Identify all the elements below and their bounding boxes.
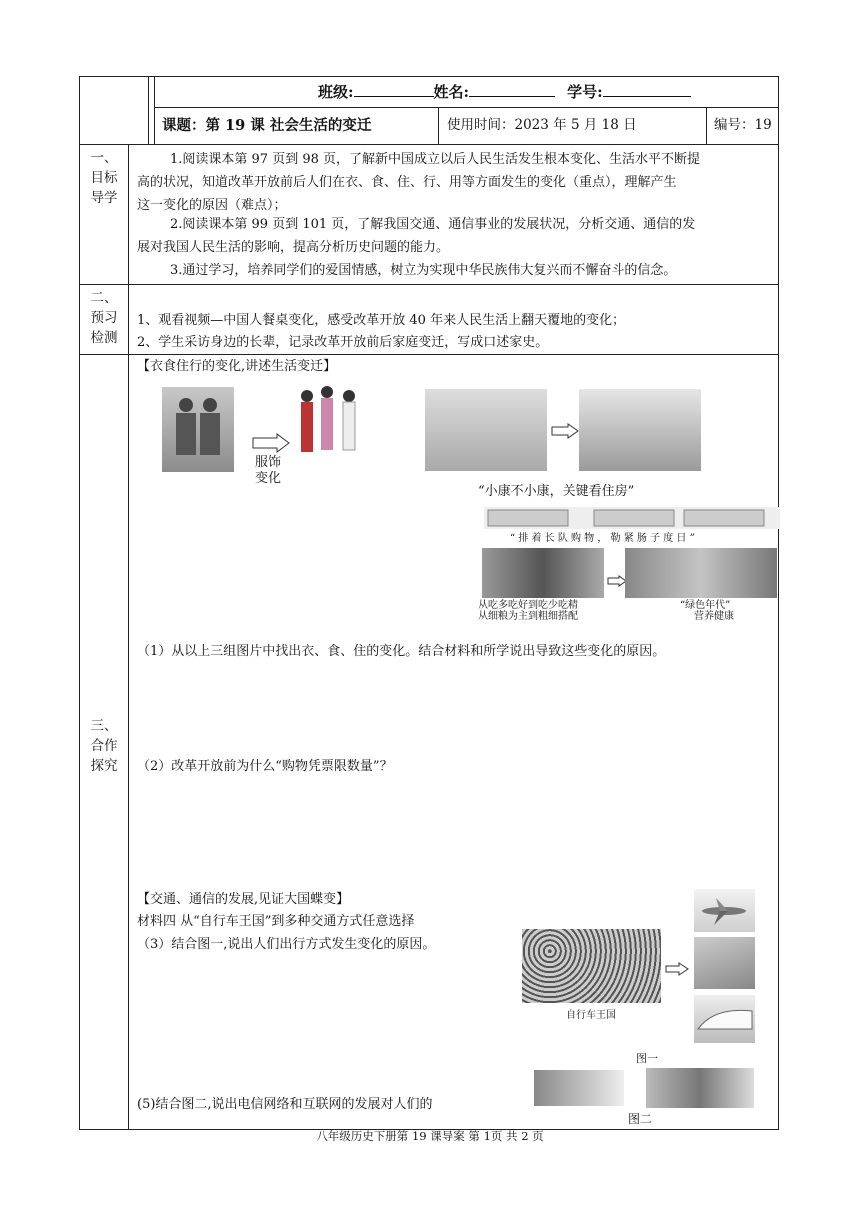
class-label: 班级:	[318, 83, 354, 101]
healthy-food-photo	[625, 548, 777, 598]
question-5: (5)结合图二,说出电信网络和互联网的发展对人们的	[137, 1097, 433, 1112]
telecom-photo	[534, 1070, 624, 1106]
old-clothing-photo	[162, 387, 234, 472]
table-divider	[79, 284, 779, 285]
material-4: 材料四 从“自行车王国”到多种交通方式任意选择	[137, 914, 415, 929]
table-divider	[154, 107, 779, 108]
objective-line: 1.阅读课本第 97 页到 98 页，了解新中国成立以后人民生活发生根本变化、生活水平不断提	[170, 152, 701, 167]
section-3-label: 三、 合作 探究	[90, 718, 118, 774]
highway-photo	[694, 937, 755, 989]
id-blank[interactable]	[603, 82, 691, 97]
objective-line: 3.通过学习，培养同学们的爱国情感，树立为实现中华民族伟大复兴而不懈奋斗的信念。	[170, 263, 677, 278]
question-2: （2）改革开放前为什么“购物凭票限数量”？	[137, 759, 393, 774]
heading-transport: 【交通、通信的发展,见证大国蝶变】	[137, 892, 350, 907]
name-blank[interactable]	[469, 82, 555, 97]
queue-caption: “ 排 着 长 队 购 物 ， 勒 紧 肠 子 度 日 ”	[510, 533, 695, 544]
internet-photo	[646, 1068, 754, 1108]
objective-line: 展对我国人民生活的影响，提高分析历史问题的能力。	[137, 240, 450, 255]
table-border-right	[778, 76, 779, 1130]
modern-fashion-photo	[293, 382, 365, 484]
table-divider	[438, 107, 439, 144]
food-market-photo	[482, 548, 604, 598]
food-caption: 从吃多吃好到吃少吃精 从细粮为主到粗细搭配	[478, 600, 578, 622]
arrow-right-icon	[251, 433, 291, 453]
objective-line: 这一变化的原因（难点）；	[137, 198, 287, 213]
student-info-line	[318, 81, 691, 104]
arrow-right-icon	[665, 962, 689, 976]
section-2-label: 二、 预习 检测	[90, 290, 118, 346]
class-blank[interactable]	[354, 82, 434, 97]
table-divider	[148, 76, 149, 144]
id-label: 学号:	[567, 83, 603, 101]
bicycle-caption: 自行车王国	[566, 1010, 616, 1021]
table-border-top	[79, 76, 779, 77]
old-housing-photo	[425, 389, 547, 471]
table-border-left	[79, 76, 80, 1130]
name-label: 姓名:	[433, 83, 470, 101]
table-divider	[706, 107, 707, 144]
arrow-right-icon	[607, 575, 627, 587]
table-divider	[154, 76, 155, 144]
question-1: （1）从以上三组图片中找出衣、食、住的变化。结合材料和所学说出导致这些变化的原因。	[137, 644, 666, 659]
objective-line: 高的状况，知道改革开放前后人们在衣、食、住、行、用等方面发生的变化（重点），理解产生	[137, 175, 677, 190]
use-time: 使用时间：2023 年 5 月 18 日	[447, 117, 637, 133]
preview-item: 1、观看视频—中国人餐桌变化，感受改革开放 40 年来人民生活上翻天覆地的变化；	[137, 313, 626, 328]
table-divider	[128, 144, 129, 1130]
ration-coupons-photo	[484, 507, 780, 529]
preview-item: 2、学生采访身边的长辈，记录改革开放前后家庭变迁，写成口述家史。	[137, 335, 549, 350]
arrow-right-icon	[551, 423, 579, 439]
high-speed-train-photo	[694, 995, 755, 1043]
table-divider	[79, 144, 779, 145]
figure-1-caption: 图一	[636, 1052, 658, 1065]
green-caption: “绿色年代” 营养健康	[680, 600, 734, 622]
question-3: （3）结合图一,说出人们出行方式发生变化的原因。	[137, 937, 436, 952]
objective-line: 2.阅读课本第 99 页到 101 页，了解我国交通、通信事业的发展状况，分析交通、通信的发	[170, 217, 696, 232]
new-housing-photo	[579, 389, 701, 471]
bicycle-kingdom-photo	[522, 929, 661, 1003]
topic-title: 课题：第 19 课 社会生活的变迁	[162, 117, 372, 134]
clothing-caption: 服饰 变化	[255, 455, 282, 486]
page-footer: 八年级历史下册第 19 课导案 第 1页 共 2 页	[316, 1129, 544, 1143]
housing-caption: “小康不小康，关键看住房”	[478, 484, 635, 499]
heading-daily-life: 【衣食住行的变化,讲述生活变迁】	[137, 359, 337, 374]
section-1-label: 一、 目标 导学	[90, 150, 118, 206]
airplane-photo	[694, 889, 755, 932]
figure-2-caption: 图二	[628, 1112, 653, 1126]
doc-number: 编号：19	[714, 117, 772, 133]
